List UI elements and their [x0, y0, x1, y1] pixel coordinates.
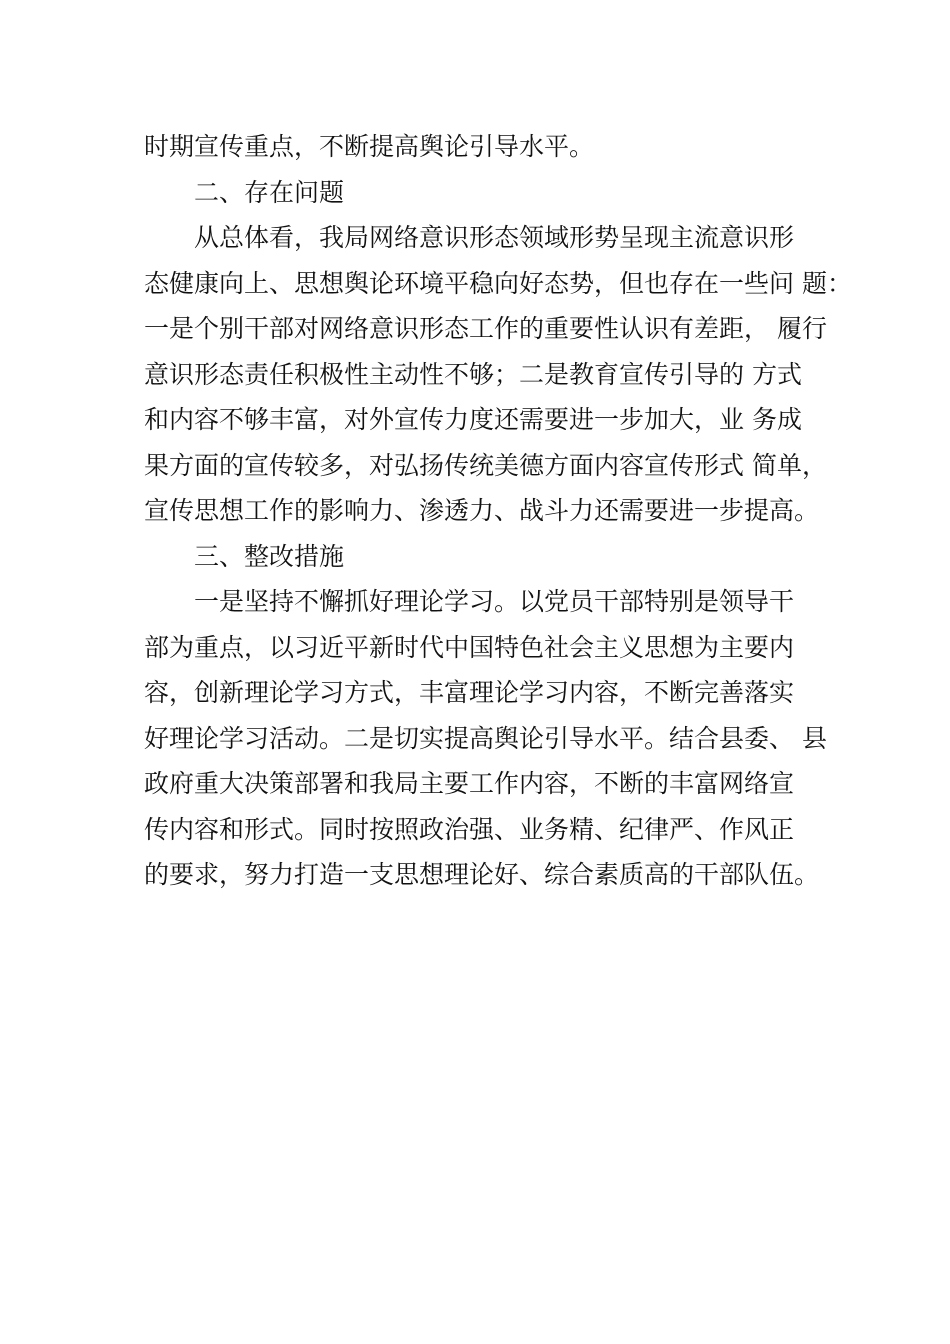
- body-line: 政府重大决策部署和我局主要工作内容，不断的丰富网络宣: [144, 769, 795, 798]
- section-heading-measures: 三、整改措施: [194, 541, 345, 571]
- body-line: 态健康向上、思想舆论环境平稳向好态势，但也存在一些问 题：: [144, 268, 852, 298]
- paragraph-first-line: 从总体看，我局网络意识形态领域形势呈现主流意识形: [194, 223, 795, 252]
- document-body: [144, 124, 864, 898]
- body-line: 和内容不够丰富，对外宣传力度还需要进一步加大，业 务成: [144, 405, 802, 434]
- body-line: 传内容和形式。同时按照政治强、业务精、纪律严、作风正: [144, 814, 795, 844]
- section-heading-issues: 二、存在问题: [194, 177, 345, 207]
- body-line: 好理论学习活动。二是切实提高舆论引导水平。结合县委、 县: [144, 723, 827, 753]
- body-line: 意识形态责任积极性主动性不够；二是教育宣传引导的 方式: [144, 359, 802, 389]
- body-line: 一是个别干部对网络意识形态工作的重要性认识有差距， 履行: [144, 314, 827, 343]
- body-line: 的要求，努力打造一支思想理论好、综合素质高的干部队伍。: [144, 860, 820, 889]
- body-line: 容，创新理论学习方式，丰富理论学习内容，不断完善落实: [144, 678, 795, 707]
- body-line: 果方面的宣传较多，对弘扬传统美德方面内容宣传形式 简单，: [144, 450, 827, 480]
- body-line: 时期宣传重点，不断提高舆论引导水平。: [144, 132, 595, 161]
- paragraph-first-line: 一是坚持不懈抓好理论学习。以党员干部特别是领导干: [194, 587, 795, 616]
- body-line: 部为重点，以习近平新时代中国特色社会主义思想为主要内: [144, 632, 795, 662]
- body-line: 宣传思想工作的影响力、渗透力、战斗力还需要进一步提高。: [144, 496, 820, 525]
